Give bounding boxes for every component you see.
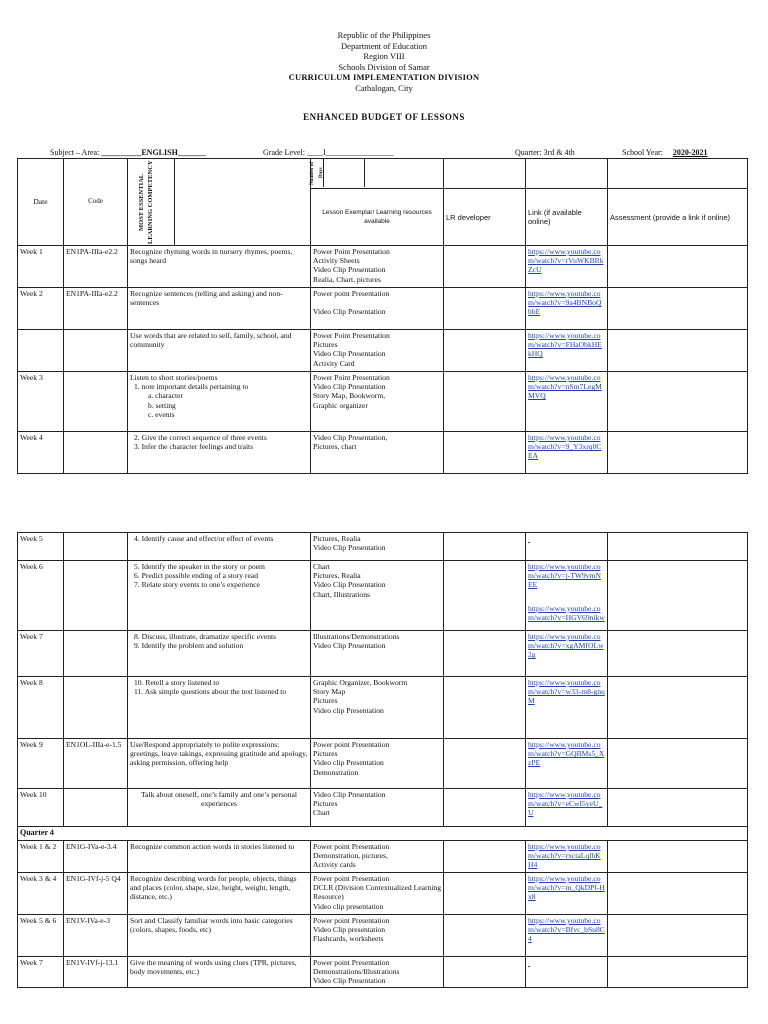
learning-resources-cell [311, 873, 444, 915]
table3-body [18, 841, 748, 988]
cell-line: Video Clip Presentation [313, 580, 386, 590]
lr-developer-cell [444, 533, 526, 561]
learning-resources-cell [311, 432, 444, 474]
youtube-link[interactable]: https://www.youtube.com/watch?v=GQBMs5_XzPE [528, 740, 605, 768]
cell-line: Video Clip Presentation [313, 265, 386, 275]
cell-line: Graphic Organizer, Bookworm [313, 678, 408, 687]
competency-cell [128, 873, 311, 915]
competency-cell [128, 841, 311, 873]
date-cell: Week 10 [18, 789, 64, 827]
youtube-link[interactable]: https://www.youtube.com/watch?v=rVuWKBRkZcU [528, 247, 604, 275]
competency-line: 4. Identify cause and effect/or effect of events [134, 534, 274, 543]
code-cell [64, 561, 128, 631]
cell-line: Chart, Illustrations [313, 589, 370, 599]
assessment-cell [608, 789, 748, 827]
competency-line: Use words that are related to self, family, school, and community [130, 331, 292, 350]
competency-line: Recognize rhyming words in nursery rhymes, poems, songs heard [130, 247, 293, 266]
cell-line: Video Clip Presentation [313, 790, 386, 799]
year-value: 2020-2021 [672, 148, 708, 157]
table-row [18, 739, 748, 789]
link-cell [526, 841, 608, 873]
cell-line: Activity Sheets [313, 256, 360, 266]
subject-value: __________ENGLISH_______ [101, 148, 206, 157]
learning-resources-cell [311, 957, 444, 988]
lr-developer-cell [444, 288, 526, 330]
cell-line: Pictures [313, 799, 338, 809]
link-cell [526, 789, 608, 827]
youtube-link[interactable]: https://www.youtube.com/watch?v=Bfvc_bSu8C4 [528, 916, 605, 944]
lessons-table-q3-part2 [17, 532, 748, 988]
cell-line: Pictures, Realia [313, 571, 361, 581]
table-row [18, 957, 748, 988]
assessment-cell [608, 873, 748, 915]
date-cell: Week 9 [18, 739, 64, 789]
competency-cell [128, 957, 311, 988]
link-cell [526, 330, 608, 372]
code-cell [64, 789, 128, 827]
youtube-link[interactable]: https://www.youtube.com/watch?v=eCwI5yeU_U [528, 790, 603, 818]
link-cell [526, 561, 608, 631]
col-assess: Assessment (provide a link if online) [608, 189, 748, 246]
col-link: Link (if available online) [526, 189, 608, 246]
competency-line: 3. Infer the character feelings and traits [134, 442, 254, 452]
date-cell: Week 1 & 2 [18, 841, 64, 873]
lr-developer-cell [444, 561, 526, 631]
date-cell: Week 1 [18, 246, 64, 288]
youtube-link[interactable]: https://www.youtube.com/watch?v=nSm7LegMMVQ [528, 373, 602, 401]
learning-resources-cell [311, 631, 444, 677]
school-year [622, 148, 708, 157]
cell-line: Power point Presentation [313, 740, 390, 749]
code-cell [64, 677, 128, 739]
competency-cell [128, 533, 311, 561]
assessment-cell [608, 561, 748, 631]
grade-level [263, 148, 394, 157]
link-cell [526, 631, 608, 677]
competency-cell [128, 561, 311, 631]
cell-line: Video Clip presentation [313, 925, 386, 935]
competency-line: Recognize common action words in stories listened to [130, 842, 295, 851]
subject-label: Subject – Area: [50, 148, 100, 157]
cell-line: Chart [313, 808, 330, 818]
year-label: School Year: [622, 148, 663, 157]
cell-line: Flashcards, worksheets [313, 934, 384, 944]
competency-line: 1. note important details pertaining to [134, 382, 249, 392]
code-cell: EN1V-IVa-e-3 [64, 915, 128, 957]
competency-cell [128, 246, 311, 288]
col-lr: Lesson Exemplar/ Learning resources available [311, 189, 444, 246]
lr-developer-cell [444, 677, 526, 739]
youtube-link[interactable]: https://www.youtube.com/watch?v=rxctaLqlhKH4 [528, 842, 601, 870]
assessment-cell [608, 246, 748, 288]
cell-line: Video clip presentation [313, 901, 384, 911]
header-line-6: Catbalogan, City [355, 82, 413, 93]
youtube-link[interactable]: https://www.youtube.com/watch?v=j-TW9vmNEE [528, 562, 602, 590]
competency-cell [128, 372, 311, 432]
document-title: ENHANCED BUDGET OF LESSONS [303, 112, 465, 122]
assessment-cell [608, 288, 748, 330]
cell-line: Video Clip Presentation [313, 543, 386, 553]
competency-cell [128, 677, 311, 739]
cell-line: Power Point Presentation [313, 373, 390, 382]
code-cell [64, 533, 128, 561]
grade-value: ____I_________________ [306, 148, 394, 157]
date-cell [18, 330, 64, 372]
link-cell [526, 957, 608, 988]
table-row [18, 372, 748, 432]
cell-line: Pictures [313, 749, 338, 759]
competency-line: 9. Identify the problem and solution [134, 641, 244, 651]
lr-developer-cell [444, 789, 526, 827]
date-cell: Week 7 [18, 957, 64, 988]
competency-line: b. setting [148, 400, 176, 410]
cell-line: Power point Presentation [313, 289, 390, 298]
learning-resources-cell [311, 915, 444, 957]
competency-line: c. events [148, 409, 175, 419]
assessment-cell [608, 677, 748, 739]
col-days-group [311, 159, 444, 189]
competency-line: Recognize describing words for people, objects, things and places (color, shape, size, height, weight, length, distance, etc.) [130, 874, 297, 902]
competency-line: 11. Ask simple questions about the text listened to [134, 687, 287, 697]
assessment-cell [608, 631, 748, 677]
competency-cell [128, 789, 311, 827]
table2-body [18, 533, 748, 827]
lr-developer-cell [444, 246, 526, 288]
cell-line: Pictures, Realia [313, 534, 361, 543]
assessment-cell [608, 739, 748, 789]
table-row [18, 288, 748, 330]
cell-line: Activity Card [313, 358, 355, 368]
youtube-link[interactable]: https://www.youtube.com/watch?v=FHaObkHEkHQ [528, 331, 602, 359]
table-row [18, 841, 748, 873]
competency-line: Recognize sentences (telling and asking) and non-sentences [130, 289, 283, 308]
competency-line: 7. Relate story events to one’s experience [134, 580, 260, 590]
date-cell: Week 2 [18, 288, 64, 330]
lr-developer-cell [444, 957, 526, 988]
date-cell: Week 6 [18, 561, 64, 631]
competency-cell [128, 330, 311, 372]
date-cell: Week 5 [18, 533, 64, 561]
competency-cell [128, 915, 311, 957]
link-cell [526, 246, 608, 288]
grade-label: Grade Level: [263, 148, 305, 157]
table-row [18, 533, 748, 561]
learning-resources-cell [311, 288, 444, 330]
cell-line: Video Clip Presentation, [313, 433, 388, 442]
col-lrdev: LR developer [444, 189, 526, 246]
cell-line: DCLR (Division Contextualized Learning Resource) [313, 883, 442, 902]
col-code: Code [64, 159, 128, 246]
header-line-1: Republic of the Philippines [337, 30, 431, 40]
link-cell [526, 533, 608, 561]
cell-line: Power point Presentation [313, 958, 390, 967]
lr-developer-cell [444, 631, 526, 677]
youtube-link [528, 534, 605, 543]
competency-line: Use/Respond appropriately to polite expressions: greetings, leave takings, expressing gratitude and apology, asking permission, offering help [130, 740, 308, 768]
date-cell: Week 3 [18, 372, 64, 432]
competency-line: Give the meaning of words using clues (TPR, pictures, body movements, etc.) [130, 958, 297, 977]
link-cell [526, 372, 608, 432]
col-empty-3 [608, 159, 748, 189]
cell-line [313, 298, 441, 307]
learning-resources-cell [311, 533, 444, 561]
code-cell: EN1PA-IIIa-e2.2 [64, 246, 128, 288]
learning-resources-cell [311, 841, 444, 873]
col-melc [128, 159, 311, 246]
table-row [18, 915, 748, 957]
table-row [18, 873, 748, 915]
date-cell: Week 8 [18, 677, 64, 739]
lr-developer-cell [444, 915, 526, 957]
quarter-4-label: Quarter 4 [18, 827, 748, 841]
cell-line: Demonstrations/Illustrations [313, 967, 400, 977]
date-cell: Week 7 [18, 631, 64, 677]
code-cell: EN1G-IVa-e-3.4 [64, 841, 128, 873]
competency-line: Listen to short stories/poems [130, 373, 218, 382]
cell-line: Power Point Presentation [313, 247, 390, 256]
assessment-cell [608, 841, 748, 873]
table-row [18, 246, 748, 288]
cell-line: Power point Presentation [313, 916, 390, 925]
assessment-cell [608, 432, 748, 474]
table-row [18, 631, 748, 677]
lr-developer-cell [444, 873, 526, 915]
code-cell: EN1V-IVf-j-13.1 [64, 957, 128, 988]
cell-line: Video clip Presentation [313, 758, 384, 768]
competency-line: 8. Discuss, illustrate, dramatize specific events [134, 632, 277, 641]
table-row [18, 330, 748, 372]
link-cell [526, 915, 608, 957]
youtube-link[interactable]: https://www.youtube.com/watch?v=xgAMfOLw2g [528, 632, 604, 660]
code-cell [64, 372, 128, 432]
youtube-link [528, 958, 605, 967]
header-line-4: Schools Division of Samar [338, 61, 430, 72]
col-empty-1 [444, 159, 526, 189]
cell-line: Chart [313, 562, 330, 571]
days-header-text: Number of Days [309, 161, 324, 185]
competency-line: 6. Predict possible ending of a story read [134, 571, 259, 581]
code-cell: EN1G-IVf-j-5 Q4 [64, 873, 128, 915]
cell-line: Pictures [313, 340, 338, 350]
cell-line: Story Map, Bookworm, [313, 391, 386, 401]
lr-developer-cell [444, 432, 526, 474]
cell-line: Power point Presentation [313, 842, 390, 851]
link-cell [526, 288, 608, 330]
link-cell [526, 739, 608, 789]
code-cell [64, 330, 128, 372]
lr-developer-cell [444, 841, 526, 873]
youtube-link[interactable]: https://www.youtube.com/watch?v=9a4BNBoQbbE [528, 289, 602, 317]
competency-line: a. character [148, 391, 183, 401]
lr-developer-cell [444, 739, 526, 789]
header-line-5: CURRICULUM IMPLEMENTATION DIVISION [288, 72, 480, 82]
competency-cell [128, 631, 311, 677]
competency-cell [128, 432, 311, 474]
lr-developer-cell [444, 372, 526, 432]
table-row [18, 789, 748, 827]
competency-cell [128, 288, 311, 330]
table-row [18, 561, 748, 631]
assessment-cell [608, 533, 748, 561]
date-cell: Week 4 [18, 432, 64, 474]
table-row [18, 432, 748, 474]
competency-line: 2. Give the correct sequence of three events [134, 433, 267, 442]
code-cell: EN1OL-IIIa-e-1.5 [64, 739, 128, 789]
learning-resources-cell [311, 789, 444, 827]
cell-line: Demonstration, pictures, [313, 851, 388, 861]
youtube-link[interactable]: https://www.youtube.com/watch?v=w33-m8-gnuM [528, 678, 605, 706]
competency-line: 10. Retell a story listened to [134, 678, 220, 687]
cell-line: Video Clip Presentation [313, 641, 386, 651]
competency-cell [128, 739, 311, 789]
date-cell: Week 3 & 4 [18, 873, 64, 915]
youtube-link[interactable]: https://www.youtube.com/watch?v=9_Y3xrq0CEA [528, 433, 602, 461]
cell-line: Pictures [313, 696, 338, 706]
date-cell: Week 5 & 6 [18, 915, 64, 957]
lessons-table-q3-part1 [17, 158, 748, 474]
table1-body [18, 246, 748, 474]
competency-line: Talk about oneself, one’s family and one’s personal experiences [141, 790, 297, 809]
learning-resources-cell [311, 330, 444, 372]
cell-line: Video Clip Presentation [313, 976, 386, 986]
quarter-value: 3rd & 4th [543, 148, 575, 157]
assessment-cell [608, 330, 748, 372]
quarter [515, 148, 575, 157]
cell-line: Story Map [313, 687, 346, 697]
learning-resources-cell [311, 677, 444, 739]
assessment-cell [608, 957, 748, 988]
competency-line: Sort and Classify familiar words into basic categories (colors, shapes, foods, etc) [130, 916, 293, 935]
link-cell [526, 677, 608, 739]
youtube-link[interactable]: https://www.youtube.com/watch?v=HGV69nikw [528, 603, 605, 622]
cell-line: Demonstration [313, 767, 359, 777]
cell-line: Video Clip Presentation [313, 382, 386, 392]
cell-line: Power point Presentation [313, 874, 390, 883]
code-cell [64, 631, 128, 677]
link-cell [526, 873, 608, 915]
header-line-2: Department of Education [341, 40, 427, 51]
header-line-3: Region VIII [363, 51, 405, 61]
youtube-link[interactable]: https://www.youtube.com/watch?v=m_QkDPf-Hx8 [528, 874, 605, 902]
assessment-cell [608, 915, 748, 957]
cell-line: Video Clip Presentation [313, 349, 386, 359]
assessment-cell [608, 372, 748, 432]
link-cell [526, 432, 608, 474]
col-date: Date [18, 159, 64, 246]
cell-line: Video Clip Presentation [313, 307, 386, 317]
cell-line: Power Point Presentation [313, 331, 390, 340]
lr-developer-cell [444, 330, 526, 372]
cell-line: Graphic organizer [313, 400, 368, 410]
cell-line: Illustrations/Demonstrations [313, 632, 400, 641]
learning-resources-cell [311, 561, 444, 631]
code-cell: EN1PA-IIIa-e2.2 [64, 288, 128, 330]
subject-area [50, 148, 206, 157]
learning-resources-cell [311, 372, 444, 432]
code-cell [64, 432, 128, 474]
document-header [0, 30, 768, 93]
cell-line: Pictures, chart [313, 442, 357, 452]
cell-line: Video clip Presentation [313, 705, 384, 715]
learning-resources-cell [311, 246, 444, 288]
cell-line: Realia, Chart, pictures [313, 274, 381, 284]
quarter-label: Quarter: [515, 148, 542, 157]
melc-header-text: MOST ESSENTIAL LEARNING COMPETENCY [138, 160, 155, 244]
table-row [18, 677, 748, 739]
col-empty-2 [526, 159, 608, 189]
learning-resources-cell [311, 739, 444, 789]
cell-line: Activity cards [313, 860, 356, 870]
competency-line: 5. Identify the speaker in the story or poem [134, 562, 265, 571]
